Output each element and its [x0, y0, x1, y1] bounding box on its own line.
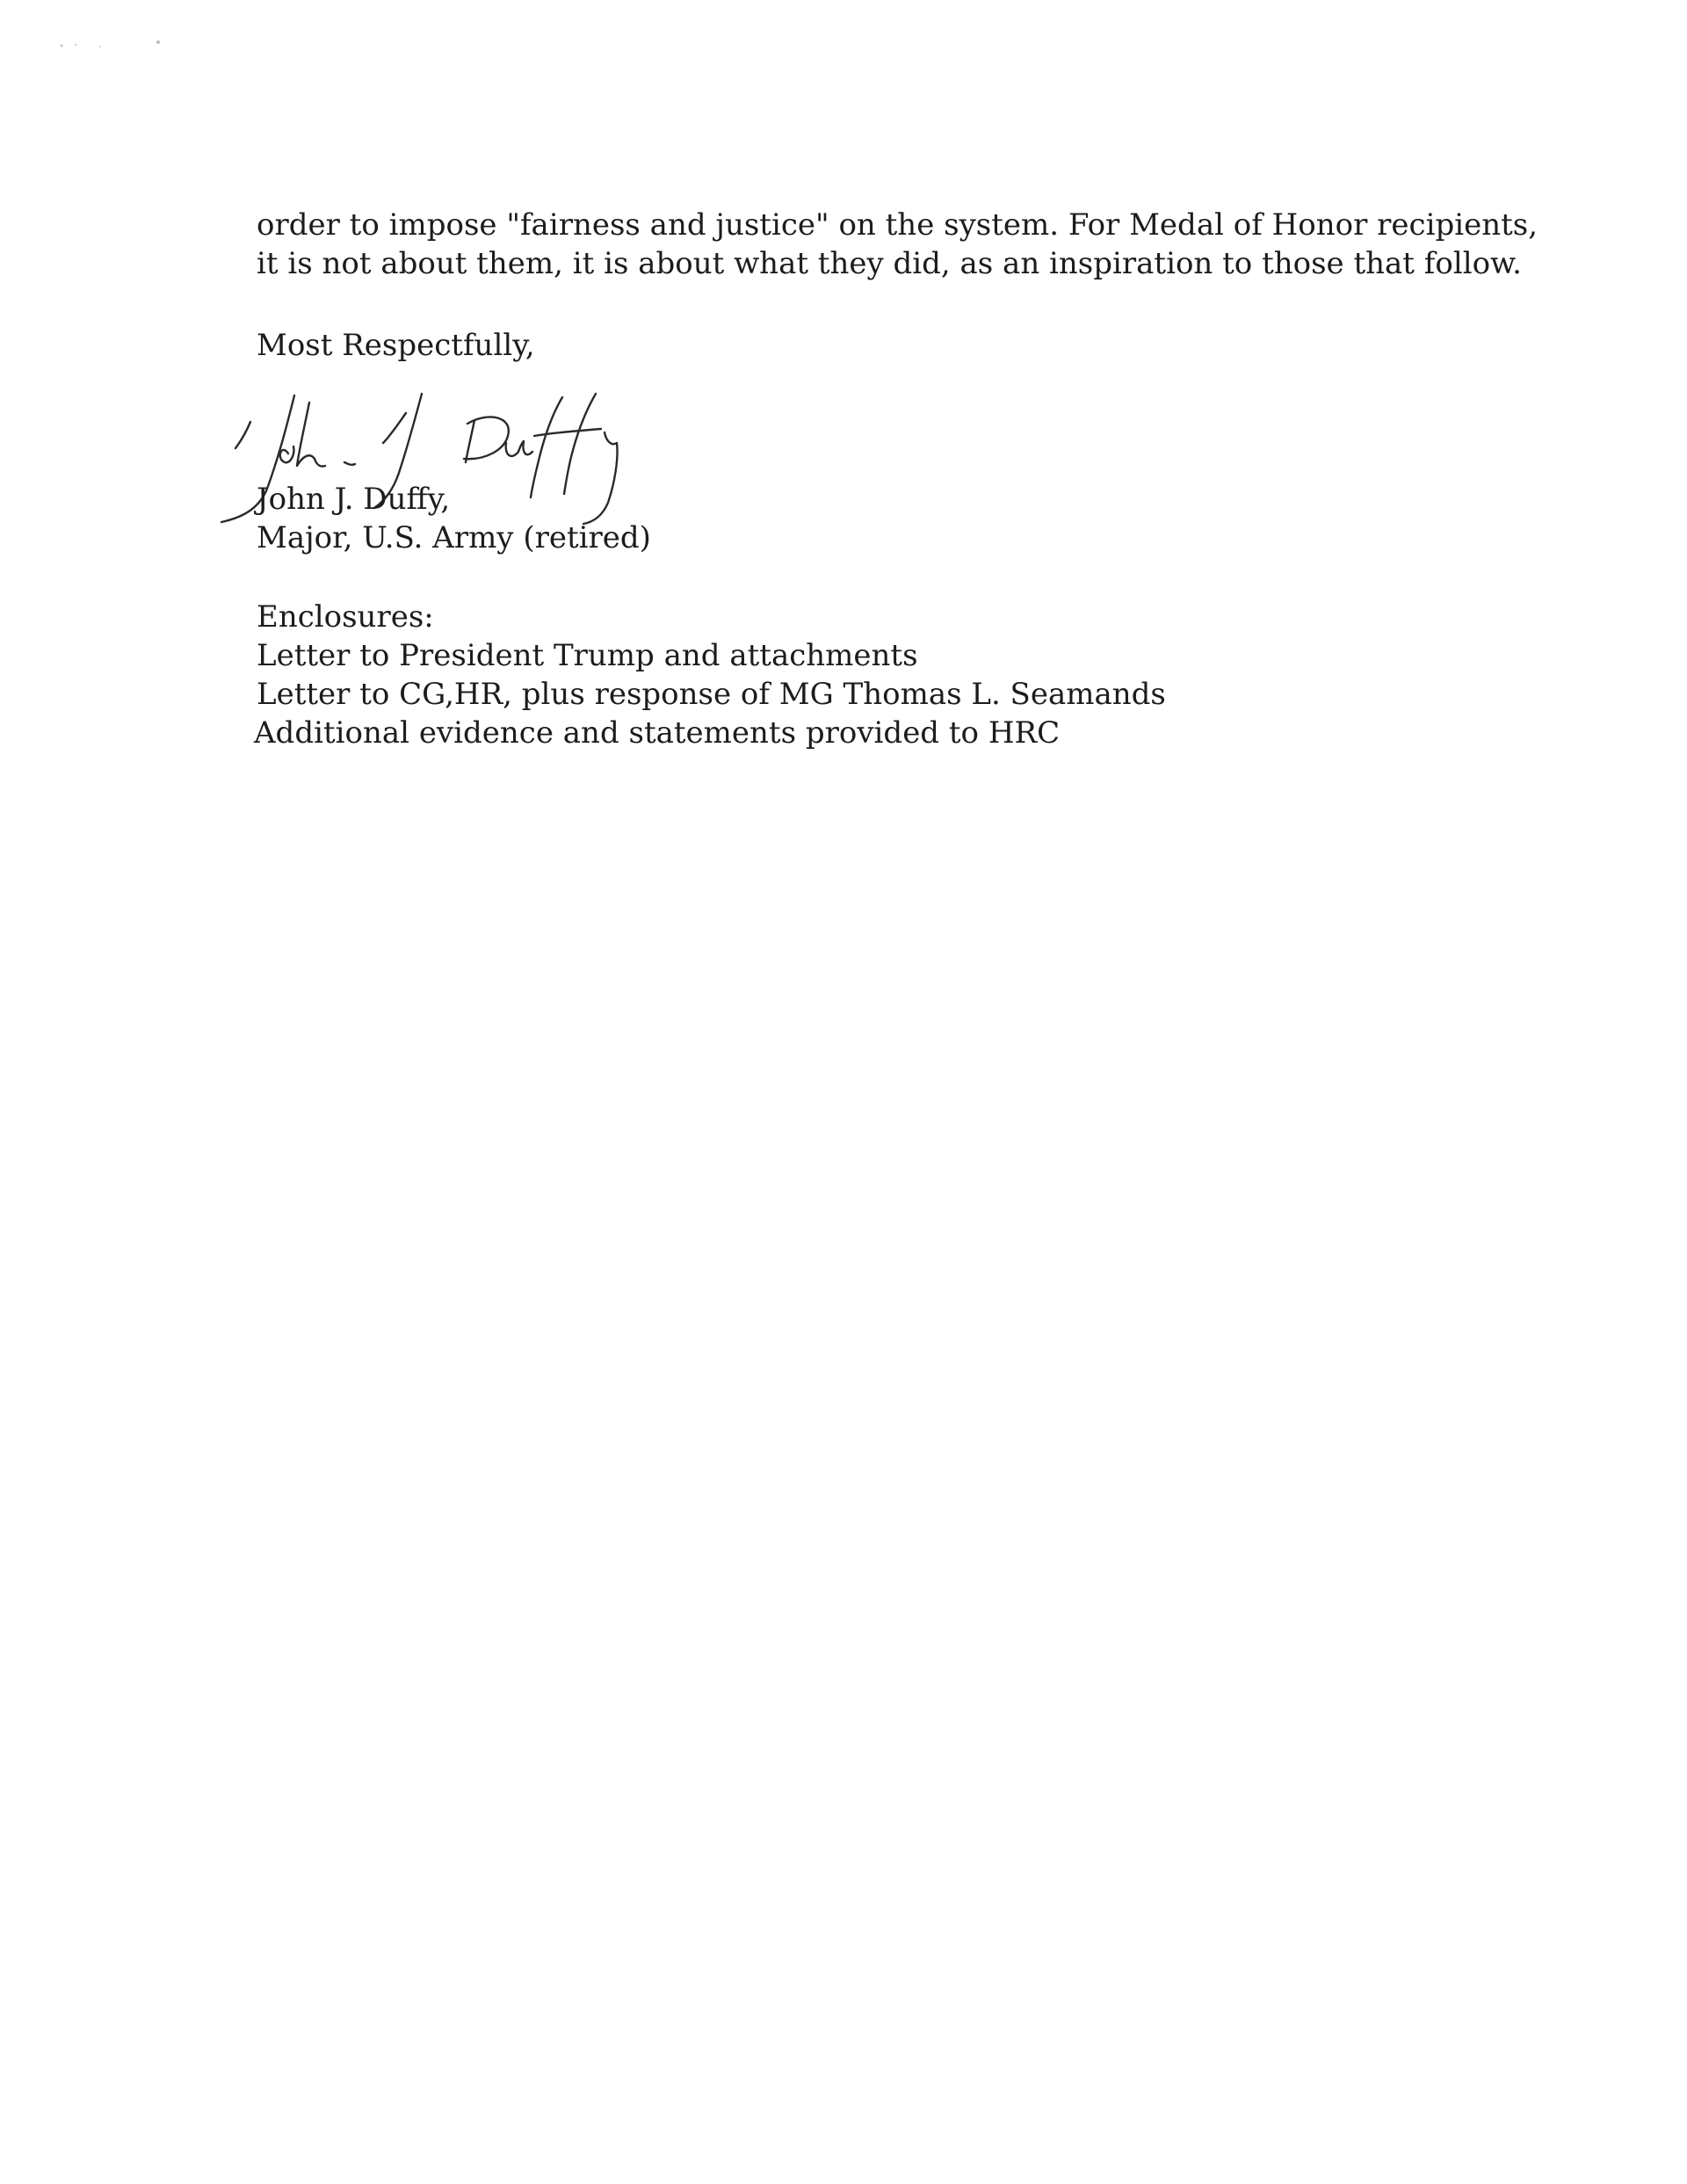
body-line: order to impose "fairness and justice" on the system. For Medal of Honor recipients, [257, 207, 1539, 243]
enclosure-item: Additional evidence and statements provided to HRC [254, 715, 1061, 751]
letter-body-paragraph [257, 206, 1539, 283]
signer-title: Major, U.S. Army (retired) [257, 520, 651, 555]
body-line: it is not about them, it is about what they did, as an inspiration to those that follow. [257, 246, 1522, 281]
scan-artifact [56, 35, 170, 53]
signer-block [257, 480, 651, 557]
signer-name: John J. Duffy, [257, 482, 451, 517]
enclosure-item: Letter to CG,HR, plus response of MG Thomas L. Seamands [257, 677, 1166, 712]
enclosures-list [254, 636, 1166, 752]
enclosure-item: Letter to President Trump and attachments [257, 638, 918, 673]
enclosures-section [254, 598, 1166, 752]
enclosures-heading: Enclosures: [257, 599, 434, 635]
letter-closing: Most Respectfully, [257, 328, 535, 363]
